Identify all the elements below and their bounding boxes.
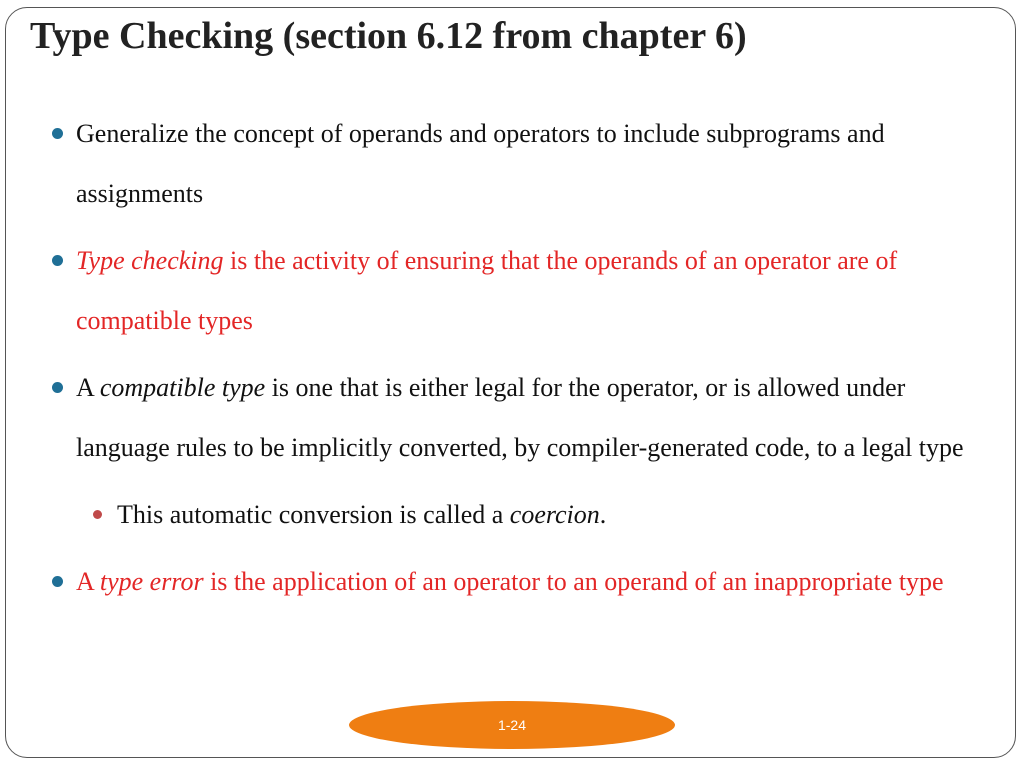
term-compatible-type: compatible type <box>99 373 266 402</box>
bullet-lead: A <box>76 373 100 402</box>
bullet-compatible-type <box>50 358 1000 478</box>
bullet-text: is the application of an operator to an operand of an inappropriate type <box>203 567 944 596</box>
bullet-dot-icon <box>52 128 63 139</box>
bullet-text: is one that is either legal for the operator, or is allowed under language rules to be implicitly converted, by compiler-generated code, to a legal type <box>76 373 964 462</box>
bullet-type-checking <box>50 231 1000 351</box>
bullet-dot-icon <box>52 255 63 266</box>
bullet-generalize <box>50 104 1000 224</box>
bullet-dot-icon <box>52 382 63 393</box>
bullet-text: is the activity of ensuring that the operands of an operator are of compatible types <box>76 246 898 335</box>
term-coercion: coercion <box>509 500 600 529</box>
page-number-badge <box>349 701 675 749</box>
bullet-text: Generalize the concept of operands and operators to include subprograms and assignments <box>76 119 885 208</box>
term-type-checking: Type checking <box>76 246 224 275</box>
slide-title: Type Checking (section 6.12 from chapter 6) <box>30 15 747 57</box>
bullet-lead: A <box>76 567 100 596</box>
term-type-error: type error <box>99 567 204 596</box>
bullet-list <box>50 104 1000 619</box>
page-number: 1-24 <box>497 717 527 733</box>
sub-bullet-tail: . <box>599 500 607 529</box>
sub-bullet-coercion <box>50 485 1000 545</box>
sub-bullet-dot-icon <box>93 510 102 519</box>
bullet-dot-icon <box>52 576 63 587</box>
bullet-type-error <box>50 552 1000 612</box>
sub-bullet-lead: This automatic conversion is called a <box>117 500 510 529</box>
